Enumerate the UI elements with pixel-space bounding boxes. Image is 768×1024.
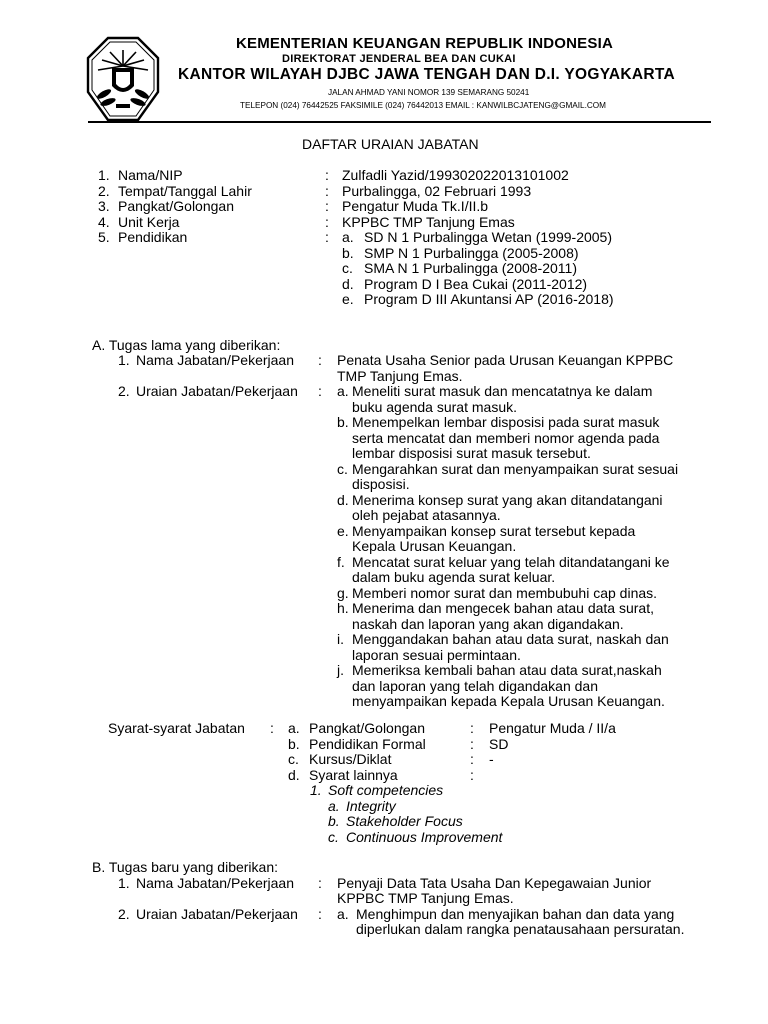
identity-colon: : bbox=[325, 183, 329, 199]
duty-line: Kepala Urusan Keuangan. bbox=[352, 538, 517, 554]
letterhead-directorate: DIREKTORAT JENDERAL BEA DAN CUKAI bbox=[282, 53, 516, 65]
job-title-line: TMP Tanjung Emas. bbox=[337, 368, 463, 384]
duty-line: buku agenda surat masuk. bbox=[352, 398, 517, 415]
requirement-colon: : bbox=[470, 736, 474, 752]
section-a-heading: A. Tugas lama yang diberikan: bbox=[92, 337, 281, 353]
job-number: 1. bbox=[118, 352, 130, 368]
job-title-line: KPPBC TMP Tanjung Emas. bbox=[337, 890, 514, 906]
job-title-line: Penata Usaha Senior pada Urusan Keuangan KPPBC bbox=[337, 352, 674, 368]
education-item: SMA N 1 Purbalingga (2008-2011) bbox=[364, 260, 577, 276]
requirement-label: Pendidikan Formal bbox=[309, 736, 426, 752]
identity-label: Tempat/Tanggal Lahir bbox=[118, 183, 252, 199]
letterhead-ministry: KEMENTERIAN KEUANGAN REPUBLIK INDONESIA bbox=[236, 35, 613, 52]
identity-colon: : bbox=[325, 214, 329, 230]
soft-competency-letter: c. bbox=[328, 829, 339, 845]
education-letter: d. bbox=[342, 276, 354, 292]
duty-line: Menerima konsep surat yang akan ditandatangani bbox=[352, 491, 663, 508]
duty-line: dalam buku agenda surat keluar. bbox=[352, 569, 556, 585]
duty-letter: a. bbox=[337, 906, 349, 922]
desc-number: 2. bbox=[118, 906, 130, 922]
identity-number: 4. bbox=[98, 214, 110, 230]
identity-label: Pendidikan bbox=[118, 229, 188, 245]
desc-label: Uraian Jabatan/Pekerjaan bbox=[136, 906, 298, 922]
duty-letter: e. bbox=[337, 522, 349, 539]
duty-line: Menggandakan bahan atau data surat, naskah dan bbox=[352, 631, 669, 647]
duty-line: Memberi nomor surat dan membubuhi cap dinas. bbox=[352, 584, 658, 601]
identity-label: Nama/NIP bbox=[118, 167, 183, 183]
requirement-letter: a. bbox=[288, 720, 300, 736]
duty-line: dan laporan yang telah digandakan dan bbox=[352, 677, 598, 694]
duty-line: menyampaikan kepada Kepala Urusan Keuangan. bbox=[352, 693, 665, 709]
identity-label: Pangkat/Golongan bbox=[118, 198, 234, 214]
duty-letter: h. bbox=[337, 600, 349, 616]
soft-competency-letter: a. bbox=[328, 798, 340, 814]
duty-line: diperlukan dalam rangka penatausahaan persuratan. bbox=[356, 921, 685, 937]
identity-number: 1. bbox=[98, 167, 110, 183]
duty-line: oleh pejabat atasannya. bbox=[352, 507, 501, 523]
requirements-colon: : bbox=[270, 720, 274, 736]
identity-number: 3. bbox=[98, 198, 110, 214]
duty-line: naskah dan laporan yang akan digandakan. bbox=[352, 615, 624, 632]
soft-competency-item: Stakeholder Focus bbox=[346, 813, 463, 829]
duty-line: Menghimpun dan menyajikan bahan dan data yang bbox=[356, 906, 675, 922]
soft-competency-letter: b. bbox=[328, 813, 340, 829]
duty-line: laporan sesuai permintaan. bbox=[352, 646, 521, 663]
requirement-label: Syarat lainnya bbox=[309, 767, 398, 783]
duty-letter: b. bbox=[337, 414, 349, 430]
requirement-letter: c. bbox=[288, 751, 299, 767]
requirement-value: Pengatur Muda / II/a bbox=[489, 720, 616, 736]
identity-colon: : bbox=[325, 229, 329, 245]
duty-line: Menyampaikan konsep surat tersebut kepada bbox=[352, 522, 636, 539]
duty-line: Mencatat surat keluar yang telah ditandatangani ke bbox=[352, 553, 670, 570]
duty-line: Menempelkan lembar disposisi pada surat masuk bbox=[352, 414, 660, 430]
desc-label: Uraian Jabatan/Pekerjaan bbox=[136, 383, 298, 399]
soft-competency-item: Continuous Improvement bbox=[346, 829, 503, 845]
desc-colon: : bbox=[318, 906, 322, 922]
identity-value: Zulfadli Yazid/199302022013101002 bbox=[342, 167, 569, 183]
education-letter: c. bbox=[342, 260, 353, 276]
duty-letter: i. bbox=[337, 631, 344, 647]
letterhead-contact: TELEPON (024) 76442525 FAKSIMILE (024) 76442013 EMAIL : KANWILBCJATENG@GMAIL.COM bbox=[240, 101, 606, 110]
education-letter: e. bbox=[342, 291, 354, 307]
letterhead-address: JALAN AHMAD YANI NOMOR 139 SEMARANG 50241 bbox=[328, 88, 530, 97]
education-item: SD N 1 Purbalingga Wetan (1999-2005) bbox=[364, 229, 613, 245]
duty-letter: f. bbox=[337, 553, 345, 570]
desc-colon: : bbox=[318, 383, 322, 399]
duty-letter: g. bbox=[337, 584, 349, 601]
job-label: Nama Jabatan/Pekerjaan bbox=[136, 352, 294, 368]
identity-colon: : bbox=[325, 198, 329, 214]
job-label: Nama Jabatan/Pekerjaan bbox=[136, 875, 294, 891]
duty-line: lembar disposisi surat masuk tersebut. bbox=[352, 445, 591, 461]
requirement-colon: : bbox=[470, 751, 474, 767]
identity-label: Unit Kerja bbox=[118, 214, 180, 230]
section-b-heading: B. Tugas baru yang diberikan: bbox=[92, 859, 279, 875]
education-item: SMP N 1 Purbalingga (2005-2008) bbox=[364, 245, 579, 261]
identity-value: Pengatur Muda Tk.I/II.b bbox=[342, 198, 489, 214]
identity-number: 5. bbox=[98, 229, 110, 245]
requirements-label: Syarat-syarat Jabatan bbox=[108, 720, 245, 736]
job-number: 1. bbox=[118, 875, 130, 891]
page-title: DAFTAR URAIAN JABATAN bbox=[302, 136, 479, 152]
duty-line: serta mencatat dan memberi nomor agenda pada bbox=[352, 429, 660, 446]
duty-letter: d. bbox=[337, 491, 349, 508]
ministry-emblem-logo bbox=[86, 36, 160, 122]
requirement-label: Pangkat/Golongan bbox=[309, 720, 425, 736]
requirement-value: SD bbox=[489, 736, 509, 752]
duty-line: disposisi. bbox=[352, 476, 410, 492]
letterhead-office: KANTOR WILAYAH DJBC JAWA TENGAH DAN D.I. YOGYAKARTA bbox=[178, 66, 676, 83]
requirement-label: Kursus/Diklat bbox=[309, 751, 392, 767]
identity-colon: : bbox=[325, 167, 329, 183]
soft-competency-item: Integrity bbox=[346, 798, 396, 814]
job-colon: : bbox=[318, 352, 322, 368]
job-title-line: Penyaji Data Tata Usaha Dan Kepegawaian Junior bbox=[337, 875, 652, 891]
education-letter: b. bbox=[342, 245, 354, 261]
education-letter: a. bbox=[342, 229, 354, 245]
emblem-icon bbox=[86, 36, 160, 122]
duty-letter: a. bbox=[337, 383, 349, 399]
duty-line: Menerima dan mengecek bahan atau data surat, bbox=[352, 600, 654, 616]
desc-number: 2. bbox=[118, 383, 130, 399]
duty-letter: j. bbox=[337, 662, 344, 678]
requirement-colon: : bbox=[470, 720, 474, 736]
requirement-letter: d. bbox=[288, 767, 300, 783]
duty-line: Meneliti surat masuk dan mencatatnya ke dalam bbox=[352, 383, 653, 399]
soft-competency-label: Soft competencies bbox=[328, 782, 444, 798]
duty-line: Mengarahkan surat dan menyampaikan surat sesuai bbox=[352, 460, 679, 477]
identity-number: 2. bbox=[98, 183, 110, 199]
identity-value: Purbalingga, 02 Februari 1993 bbox=[342, 183, 532, 199]
education-item: Program D III Akuntansi AP (2016-2018) bbox=[364, 291, 614, 307]
duty-letter: c. bbox=[337, 460, 348, 477]
soft-competency-number: 1. bbox=[310, 782, 322, 798]
identity-value: KPPBC TMP Tanjung Emas bbox=[342, 214, 515, 230]
job-colon: : bbox=[318, 875, 322, 891]
requirement-letter: b. bbox=[288, 736, 300, 752]
requirement-value: - bbox=[489, 751, 494, 767]
letterhead-divider bbox=[88, 121, 711, 123]
duty-line: Memeriksa kembali bahan atau data surat,naskah bbox=[352, 662, 662, 678]
education-item: Program D I Bea Cukai (2011-2012) bbox=[364, 276, 588, 292]
requirement-colon: : bbox=[470, 767, 474, 783]
